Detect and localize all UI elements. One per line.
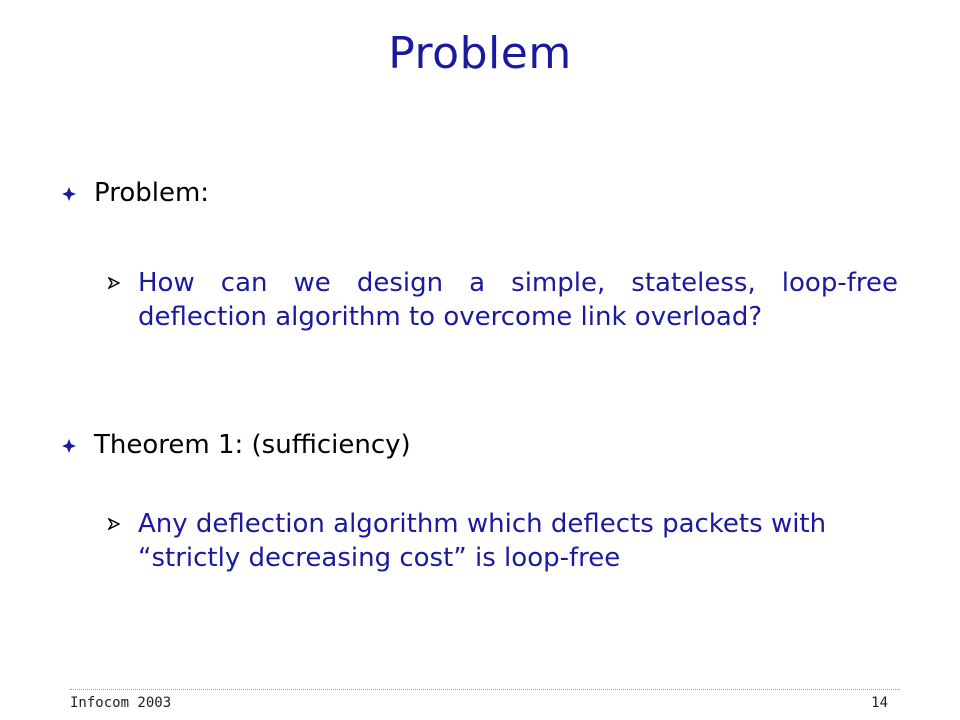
footer-conference: Infocom 2003 bbox=[70, 695, 172, 711]
footer-divider bbox=[70, 689, 900, 690]
section-heading-theorem bbox=[62, 430, 411, 460]
section-heading-text: Theorem 1: (sufficiency) bbox=[94, 430, 411, 460]
section-heading-problem bbox=[62, 178, 209, 208]
bullet-item-text: How can we design a simple, stateless, loop-free deflection algorithm to overcome link overload? bbox=[138, 268, 898, 332]
arrow-bullet-icon bbox=[108, 518, 120, 530]
section-heading-text: Problem: bbox=[94, 178, 210, 208]
arrow-bullet-icon bbox=[108, 277, 120, 289]
footer-page-number: 14 bbox=[871, 695, 888, 711]
bullet-item-text: Any deflection algorithm which deflects packets with “strictly decreasing cost” is loop-free bbox=[138, 509, 827, 573]
slide-title: Problem bbox=[388, 28, 572, 79]
diamond-bullet-icon bbox=[62, 187, 76, 201]
bullet-item-theorem bbox=[108, 507, 878, 575]
bullet-item-problem bbox=[108, 266, 898, 334]
diamond-bullet-icon bbox=[62, 439, 76, 453]
